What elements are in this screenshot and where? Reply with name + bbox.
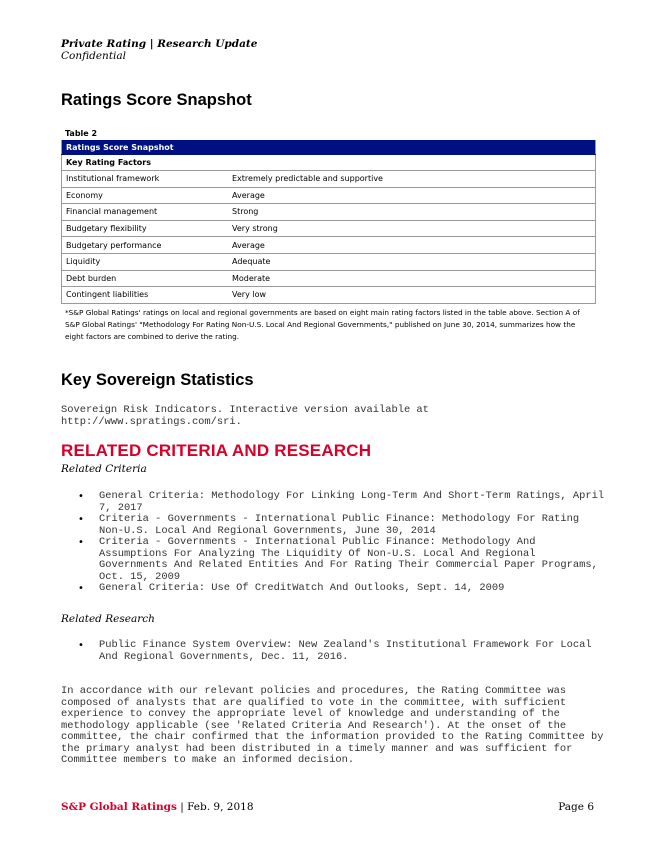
value-cell: Average [228,237,596,254]
list-item [61,514,606,537]
footer-separator: | [180,801,188,813]
table-row [62,253,596,270]
table-title: Ratings Score Snapshot [62,140,596,155]
bullet-icon: • [78,491,84,502]
value-cell: Extremely predictable and supportive [228,171,596,188]
criteria-link[interactable]: General Criteria: Methodology For Linking Long-Term And Short-Term Ratings, April 7, 2017 [99,490,605,514]
sovereign-risk-text [61,405,621,428]
value-cell: Strong [228,204,596,221]
bullet-icon: • [78,537,84,548]
sovereign-stats-heading: Key Sovereign Statistics [61,371,254,389]
table-row [62,237,596,254]
table-caption: Table 2 [65,129,98,138]
sovereign-risk-url[interactable]: http://www.spratings.com/sri. [61,415,242,428]
factor-cell: Liquidity [62,253,229,270]
table-title-row [62,140,596,155]
bullet-icon: • [78,583,84,594]
sovereign-risk-line: Sovereign Risk Indicators. Interactive version available at [61,404,429,416]
factor-cell: Institutional framework [62,171,229,188]
value-cell: Average [228,187,596,204]
criteria-link[interactable]: Criteria - Governments - International Public Finance: Methodology And Assumptions For Analyzing The Liquidity Of Non-U.S. Local And Regional Governments And Related Entities And For Rating Their Commercial Paper Programs, Oct. 15, 2009 [99,536,598,583]
factor-cell: Budgetary flexibility [62,220,229,237]
factor-cell: Economy [62,187,229,204]
page-header [61,38,257,62]
value-cell: Very low [228,287,596,304]
bullet-icon: • [78,640,84,651]
criteria-link[interactable]: General Criteria: Use Of CreditWatch And Outlooks, Sept. 14, 2009 [99,582,505,594]
ratings-snapshot-heading: Ratings Score Snapshot [61,91,252,109]
factor-cell: Financial management [62,204,229,221]
factor-cell: Budgetary performance [62,237,229,254]
value-cell: Moderate [228,270,596,287]
table-footnote: *S&P Global Ratings' ratings on local and regional governments are based on eight main rating factors listed in the table above. Section A of S&P Global Ratings' "Methodology For Rating Non-U.S. Local And Regional Governments," published on June 30, 2014, summarizes how the eight factors are combined to derive the rating. [65,308,580,341]
criteria-list [61,491,606,595]
list-item [61,583,606,595]
factor-cell: Debt burden [62,270,229,287]
table-subheader: Key Rating Factors [62,155,596,171]
table-row [62,287,596,304]
committee-paragraph: In accordance with our relevant policies and procedures, the Rating Committee was composed of analysts that are qualified to vote in the committee, with sufficient experience to convey the appropriate level of knowledge and understanding of the methodology applicable (see 'Related Criteria And Research'). At the onset of the committee, the chair confirmed that the information provided to the Rating Committee by the primary analyst had been distributed in a timely manner and was sufficient for Committee members to make an informed decision. [61,685,604,766]
footer-date: Feb. 9, 2018 [187,801,254,813]
list-item [61,491,606,514]
research-link[interactable]: Public Finance System Overview: New Zealand's Institutional Framework For Local And Regional Governments, Dec. 11, 2016. [99,639,592,663]
header-title: Private Rating | Research Update [61,38,258,50]
page-number: Page 6 [558,801,594,813]
ratings-score-table [61,140,596,304]
research-list [61,640,606,663]
value-cell: Adequate [228,253,596,270]
table-subheader-row [62,155,596,171]
table-row [62,220,596,237]
related-criteria-subhead: Related Criteria [61,463,147,475]
header-confidential: Confidential [61,50,127,62]
table-row [62,171,596,188]
value-cell: Very strong [228,220,596,237]
list-item [61,640,606,663]
related-criteria-heading: RELATED CRITERIA AND RESEARCH [61,441,372,460]
table-row [62,187,596,204]
footer-brand: S&P Global Ratings [61,801,177,813]
table-row [62,204,596,221]
table-row [62,270,596,287]
criteria-link[interactable]: Criteria - Governments - International Public Finance: Methodology For Rating Non-U.S. Local And Regional Governments, June 30, 2014 [99,513,580,537]
related-research-subhead: Related Research [61,613,155,625]
bullet-icon: • [78,514,84,525]
page-footer [61,801,594,813]
list-item [61,537,606,583]
factor-cell: Contingent liabilities [62,287,229,304]
